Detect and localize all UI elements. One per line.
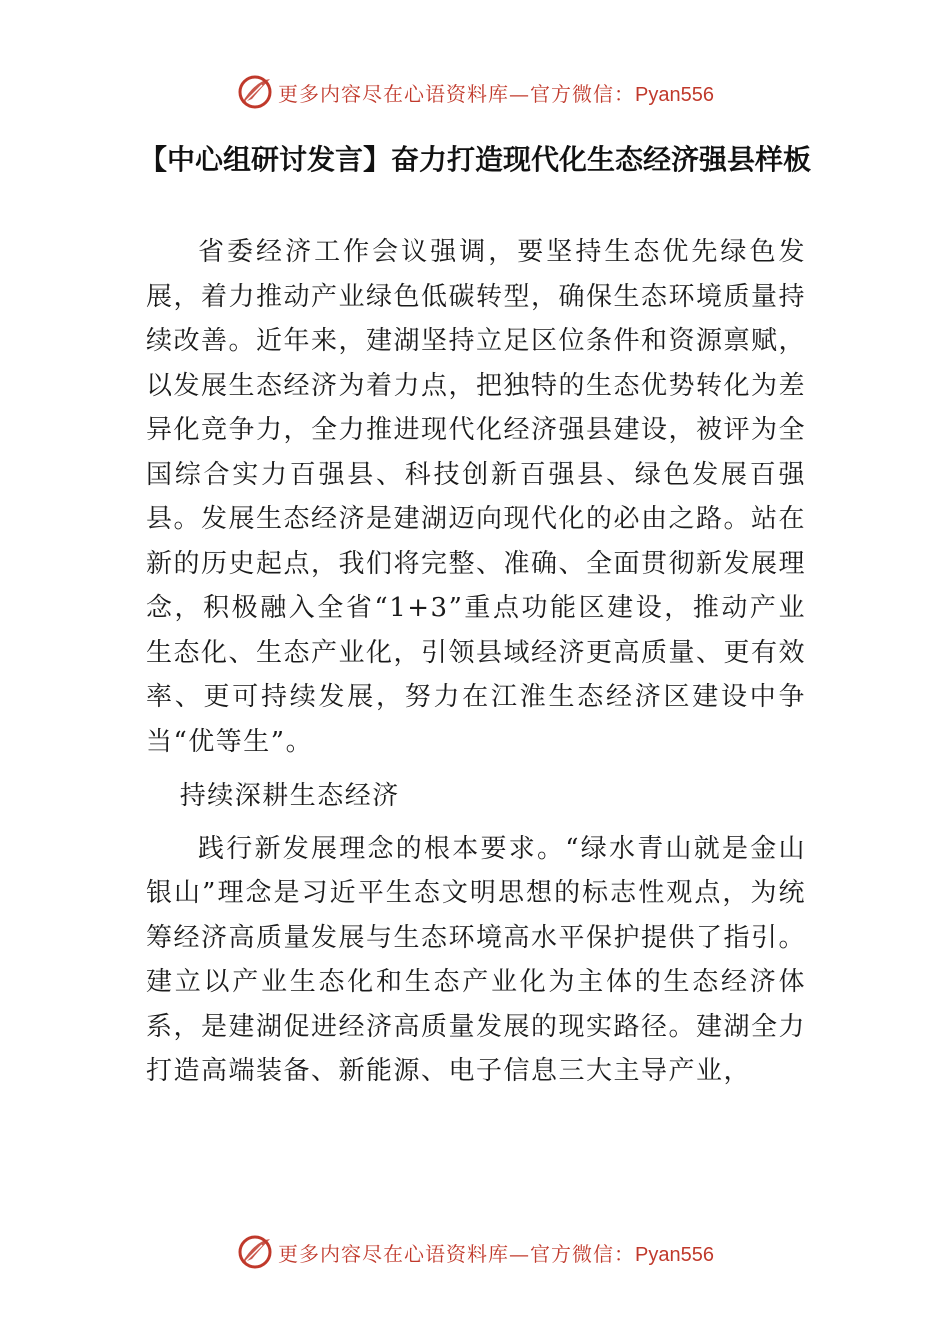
logo-icon (236, 73, 274, 111)
banner-label (278, 78, 714, 107)
header-banner (0, 70, 950, 114)
logo-icon (236, 1233, 274, 1271)
paragraph-intro: 省委经济工作会议强调，要坚持生态优先绿色发展，着力推动产业绿色低碳转型，确保生态环境质量持续改善。近年来，建湖坚持立足区位条件和资源禀赋，以发展生态经济为着力点，把独特的生态优势转化为差异化竞争力，全力推进现代化经济强县建设，被评为全国综合实力百强县、科技创新百强县、绿色发展百强县。发展生态经济是建湖迈向现代化的必由之路。站在新的历史起点，我们将完整、准确、全面贯彻新发展理念，积极融入全省“1+3”重点功能区建设，推动产业生态化、生态产业化，引领县域经济更高质量、更有效率、更可持续发展，努力在江淮生态经济区建设中争当“优等生”。 (146, 237, 807, 757)
wechat-id: Pyan556 (635, 1243, 714, 1266)
document-title: 【中心组研讨发言】奋力打造现代化生态经济强县样板 (138, 143, 811, 176)
document-body (146, 230, 806, 1104)
paragraph-section-1: 践行新发展理念的根本要求。“绿水青山就是金山银山”理念是习近平生态文明思想的标志性观点，为统筹经济高质量发展与生态环境高水平保护提供了指引。建立以产业生态化和生态产业化为主体的生态经济体系，是建湖促进经济高质量发展的现实路径。建湖全力打造高端装备、新能源、电子信息三大主导产业， (146, 833, 807, 1086)
footer-banner (0, 1230, 950, 1274)
wechat-id: Pyan556 (635, 83, 714, 106)
section-heading: 持续深耕生态经济 (179, 781, 400, 811)
banner-label (278, 1238, 714, 1267)
banner-text: 更多内容尽在心语资料库—官方微信： (278, 1241, 636, 1266)
banner-text: 更多内容尽在心语资料库—官方微信： (278, 81, 636, 106)
